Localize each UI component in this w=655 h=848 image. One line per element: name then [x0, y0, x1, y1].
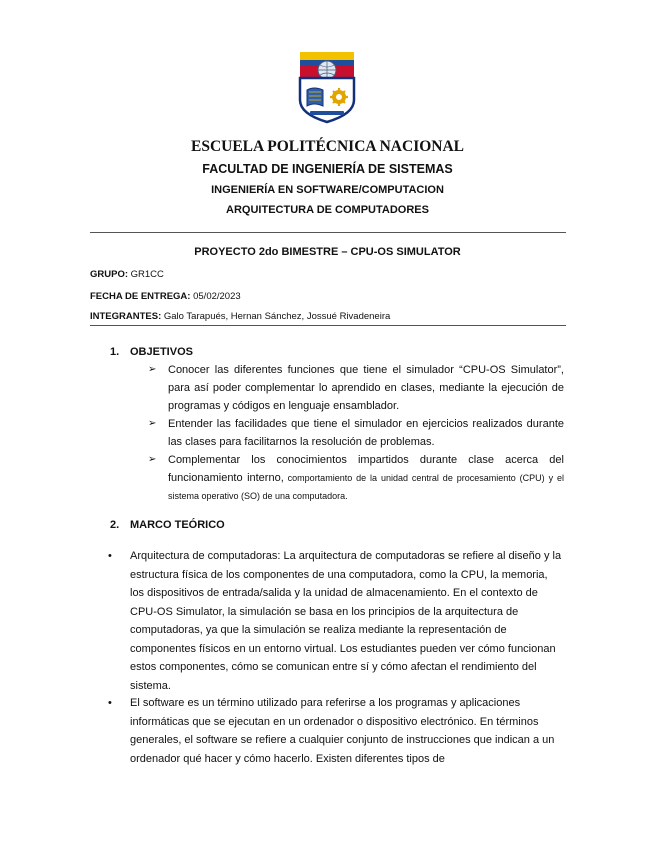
theory-paragraph: [108, 694, 562, 768]
subject-name: ARQUITECTURA DE COMPUTADORES: [226, 204, 429, 216]
section-heading-objetivos: [110, 346, 193, 358]
date-label: FECHA DE ENTREGA:: [90, 291, 191, 302]
university-crest-logo: [296, 50, 358, 126]
objective-text: Complementar los conocimientos impartidos durante clase acerca del funcionamiento interno,: [168, 454, 564, 484]
arrow-bullet-icon: ➢: [148, 454, 157, 465]
members-value: Galo Tarapués, Hernan Sánchez, Jossué Rivadeneira: [161, 311, 391, 322]
members-label: INTEGRANTES:: [90, 311, 162, 322]
section-heading-marco-teorico: [110, 519, 225, 531]
arrow-bullet-icon: ➢: [148, 364, 157, 375]
objective-text: Conocer las diferentes funciones que tiene el simulador “CPU-OS Simulator”, para así poder complementar lo aprendido en clases, mediante la ejecución de programas y códigos en lenguaje ensamblador.: [168, 364, 564, 412]
group-label: GRUPO:: [90, 269, 128, 280]
career-name: INGENIERÍA EN SOFTWARE/COMPUTACION: [211, 184, 444, 196]
section-title: MARCO TEÓRICO: [130, 519, 225, 531]
objective-text-small: comportamiento de la unidad central de procesamiento (CPU) y el sistema operativo (SO) de una computadora.: [168, 473, 564, 501]
objective-item: [148, 451, 564, 505]
faculty-name: FACULTAD DE INGENIERÍA DE SISTEMAS: [202, 162, 453, 176]
group-line: [90, 269, 164, 280]
section-number: 2.: [110, 519, 120, 531]
date-value: 05/02/2023: [190, 291, 241, 302]
delivery-date-line: [90, 291, 241, 302]
open-book-icon: [307, 88, 323, 106]
objective-text: Entender las facilidades que tiene el simulador en ejercicios realizados durante las clases para facilitarnos la resolución de problemas.: [168, 418, 564, 448]
crest-yellow-band: [300, 52, 354, 60]
members-line: [90, 311, 390, 322]
project-title: PROYECTO 2do BIMESTRE – CPU-OS SIMULATOR: [194, 246, 461, 258]
objective-item: [148, 415, 564, 451]
meta-divider: [90, 325, 566, 326]
university-name: ESCUELA POLITÉCNICA NACIONAL: [190, 138, 465, 155]
theory-text: Arquitectura de computadoras: La arquitectura de computadoras se refiere al diseño y la estructura física de los componentes de una computadora, como la CPU, la memoria, los dispositivos de entrada/salida y la unidad de almacenamiento. En el contexto de CPU-OS Simulator, la simulación se basa en los principios de la arquitectura de computadoras, ya que la simulación se realiza mediante la representación de componentes físicos en un entorno virtual. Los estudiantes pueden ver cómo funcionan estos componentes, cómo se comunican entre sí y cómo afectan el rendimiento del sistema.: [130, 550, 562, 692]
section-title: OBJETIVOS: [130, 346, 193, 358]
bullet-dot-icon: •: [108, 697, 112, 709]
bullet-dot-icon: •: [108, 550, 112, 562]
motto-ribbon: [310, 111, 344, 115]
group-value: GR1CC: [128, 269, 164, 280]
objective-item: [148, 361, 564, 415]
theory-text: El software es un término utilizado para referirse a los programas y aplicaciones informáticas que se ejecutan en un ordenador o dispositivo electrónico. En términos generales, el software se refiere a cualquier conjunto de instrucciones que indican a un ordenador qué hacer y cómo hacerlo. Existen diferentes tipos de: [130, 697, 555, 765]
header-divider: [90, 232, 566, 233]
section-number: 1.: [110, 346, 120, 358]
arrow-bullet-icon: ➢: [148, 418, 157, 429]
theory-paragraph: [108, 547, 562, 695]
